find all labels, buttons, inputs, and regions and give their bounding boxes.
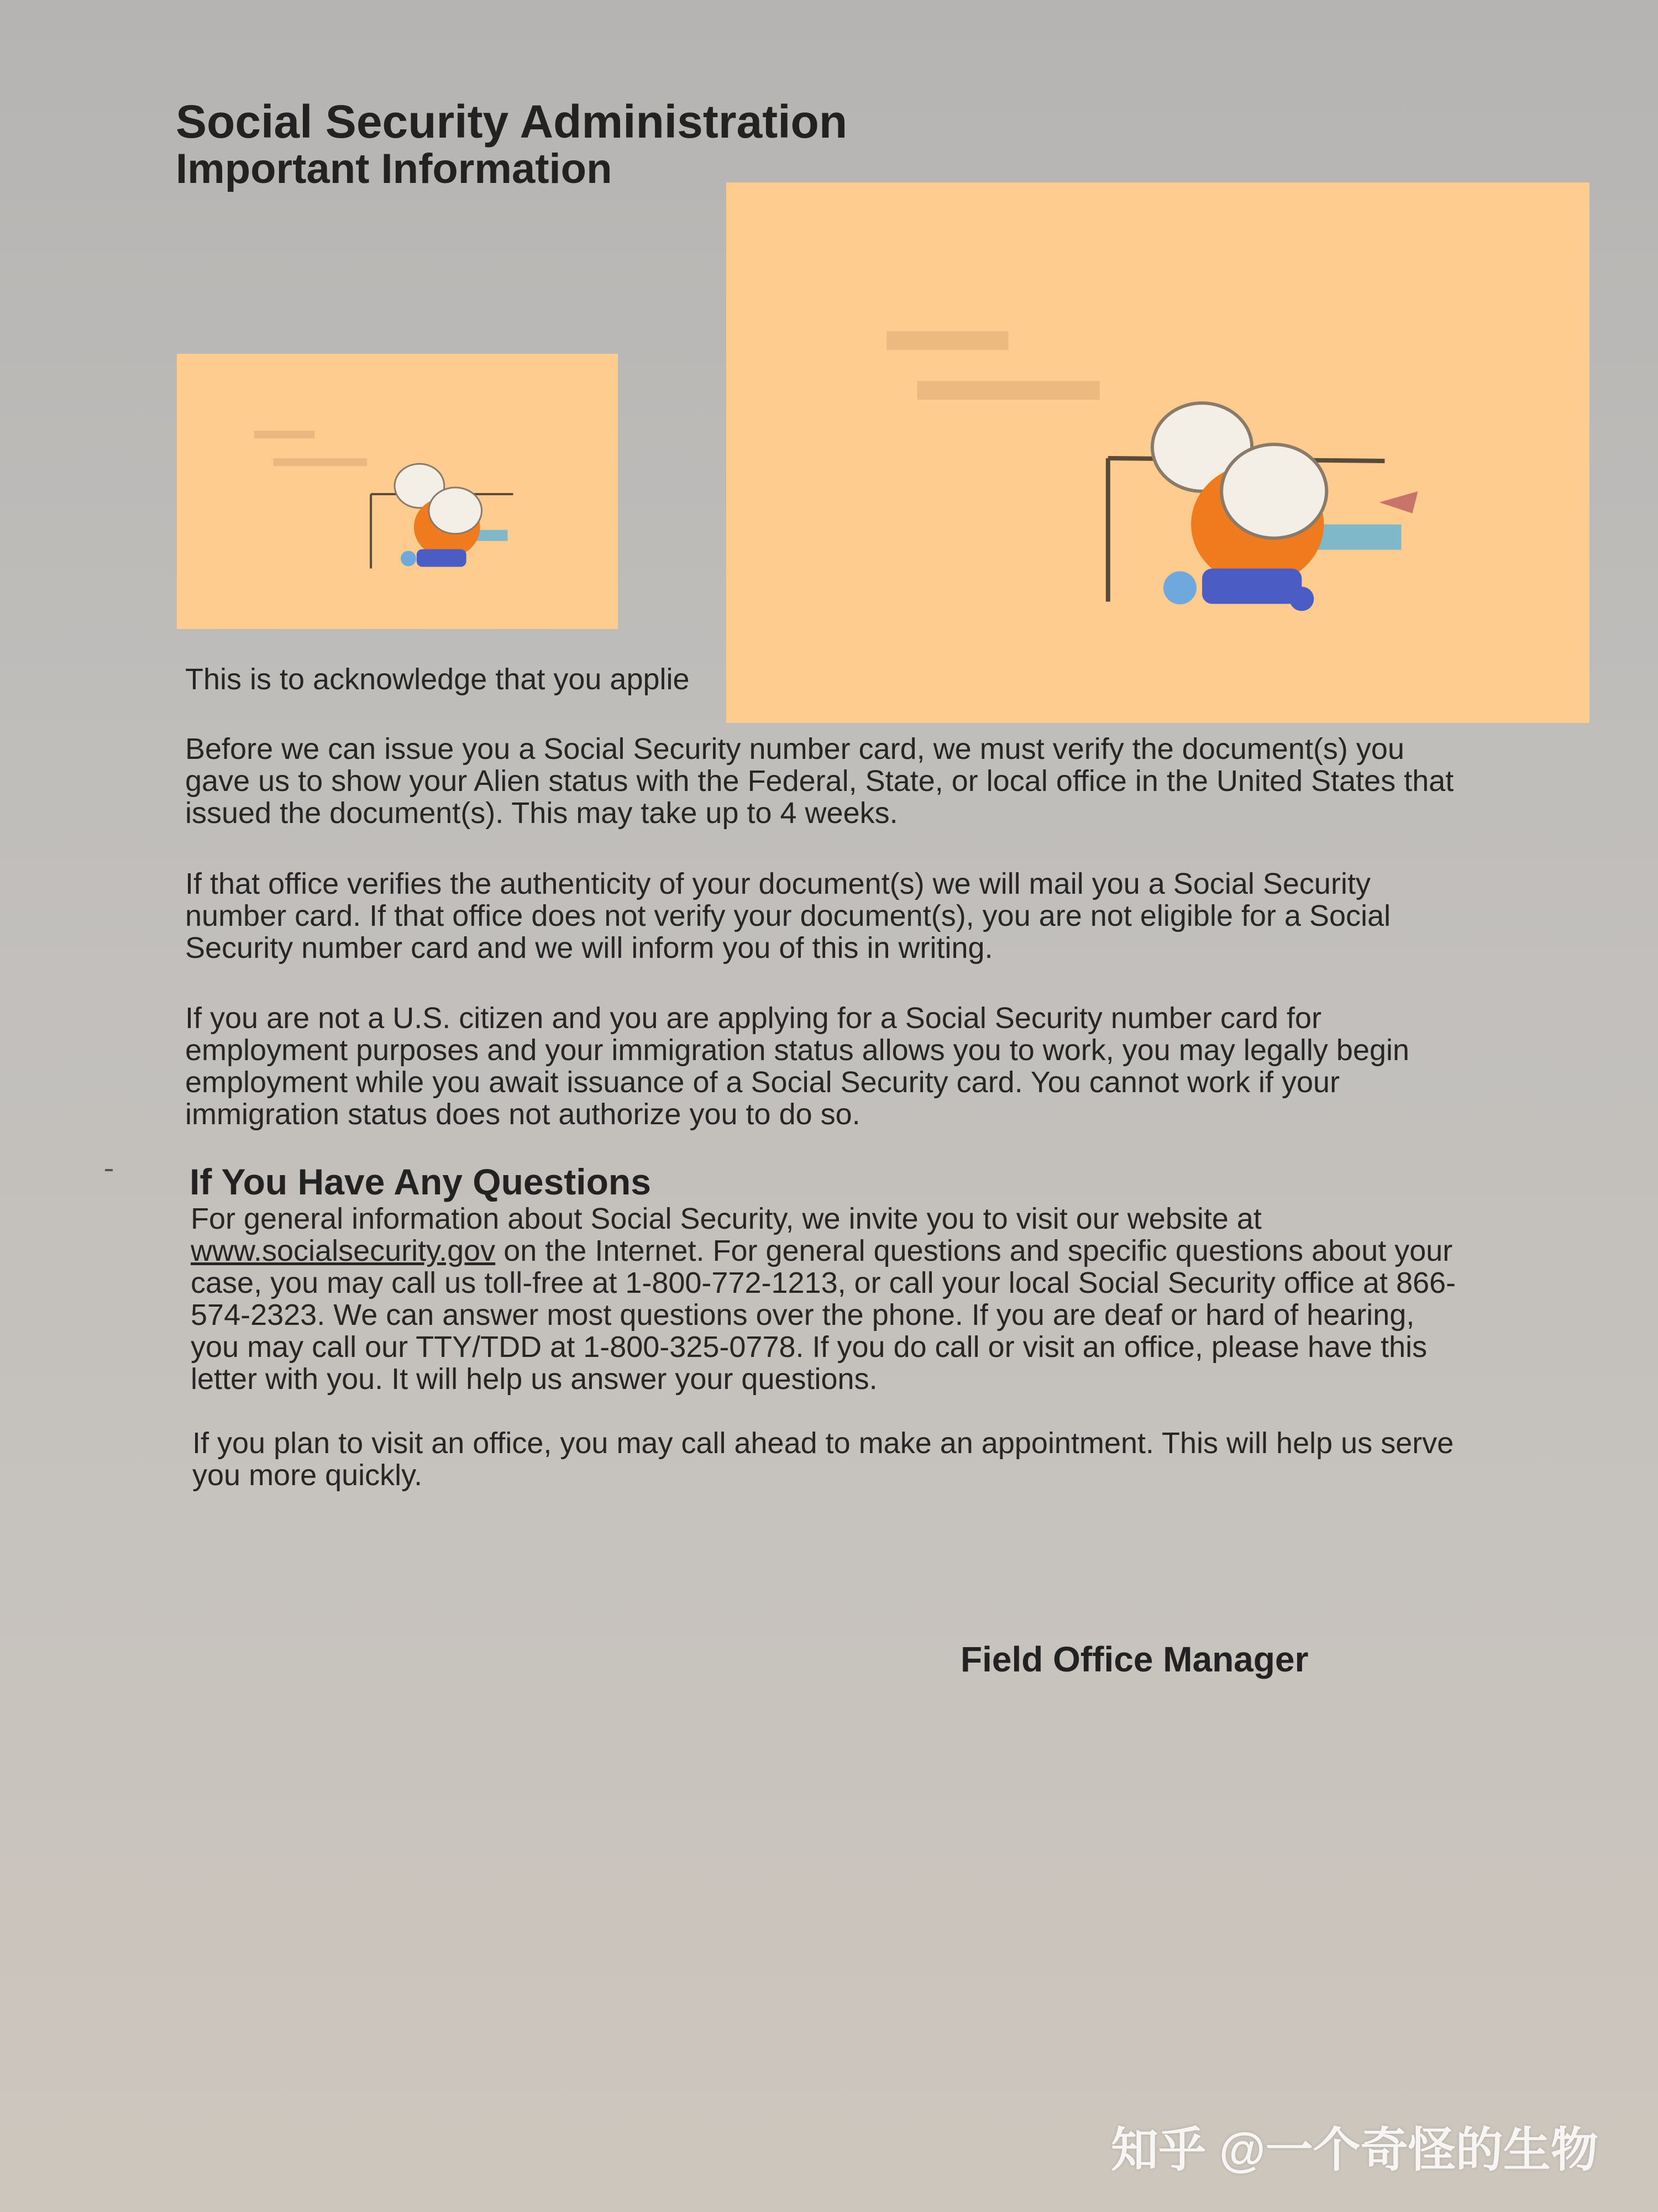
paragraph-line: 574-2323. We can answer most questions over the phone. If you are deaf or hard of hearing,: [191, 1298, 1415, 1332]
paragraph-line: case, you may call us toll-free at 1-800-772-1213, or call your local Social Security office at 866-: [191, 1266, 1456, 1299]
authenticity-paragraph: [185, 868, 1567, 964]
questions-paragraph: [191, 1203, 1572, 1395]
paragraph-line: employment while you await issuance of a Social Security card. You cannot work if your: [185, 1066, 1340, 1099]
website-link[interactable]: www.socialsecurity.gov: [191, 1234, 496, 1267]
paragraph-line: gave us to show your Alien status with the Federal, State, or local office in the United States that: [185, 764, 1454, 798]
agency-title: Social Security Administration: [176, 96, 848, 148]
paragraph-line: you more quickly.: [192, 1459, 423, 1492]
questions-heading: If You Have Any Questions: [190, 1161, 651, 1202]
acknowledgement-text: This is to acknowledge that you applie: [185, 663, 690, 696]
fold-mark: [105, 1169, 113, 1171]
paragraph-line: If that office verifies the authenticity of your document(s) we will mail you a Social Security: [185, 867, 1371, 900]
paragraph-line: [191, 1235, 1572, 1267]
cartoon-sticker-large: [726, 182, 1589, 723]
signature-title: Field Office Manager: [961, 1639, 1309, 1679]
paragraph-line-rest: on the Internet. For general questions and specific questions about your: [495, 1234, 1453, 1267]
verification-paragraph: [185, 733, 1567, 829]
paragraph-line: For general information about Social Security, we invite you to visit our website at: [191, 1202, 1262, 1235]
paragraph-line: If you plan to visit an office, you may call ahead to make an appointment. This will help us serve: [192, 1427, 1454, 1460]
cartoon-fisher-icon: [177, 354, 618, 629]
cartoon-fisher-large-icon: [726, 182, 1589, 723]
paragraph-line: Security number card and we will inform you of this in writing.: [185, 931, 993, 965]
paragraph-line: number card. If that office does not verify your document(s), you are not eligible for a Social: [185, 899, 1391, 932]
employment-paragraph: [185, 1002, 1567, 1130]
paragraph-line: issued the document(s). This may take up to 4 weeks.: [185, 796, 898, 830]
paragraph-line: you may call our TTY/TDD at 1-800-325-0778. If you do call or visit an office, please have this: [191, 1330, 1428, 1364]
cartoon-sticker-small: [177, 354, 618, 629]
acknowledgement-line: [185, 663, 1567, 695]
paragraph-line: letter with you. It will help us answer your questions.: [191, 1362, 878, 1396]
zhihu-watermark: 知乎 @一个奇怪的生物: [1111, 2124, 1598, 2177]
paragraph-line: If you are not a U.S. citizen and you are applying for a Social Security number card for: [185, 1002, 1322, 1035]
paragraph-line: immigration status does not authorize you to do so.: [185, 1098, 861, 1131]
paragraph-line: Before we can issue you a Social Security number card, we must verify the document(s) you: [185, 732, 1404, 766]
appointment-paragraph: [192, 1427, 1574, 1491]
document-subtitle: Important Information: [176, 145, 612, 192]
paragraph-line: employment purposes and your immigration status allows you to work, you may legally begin: [185, 1034, 1410, 1067]
